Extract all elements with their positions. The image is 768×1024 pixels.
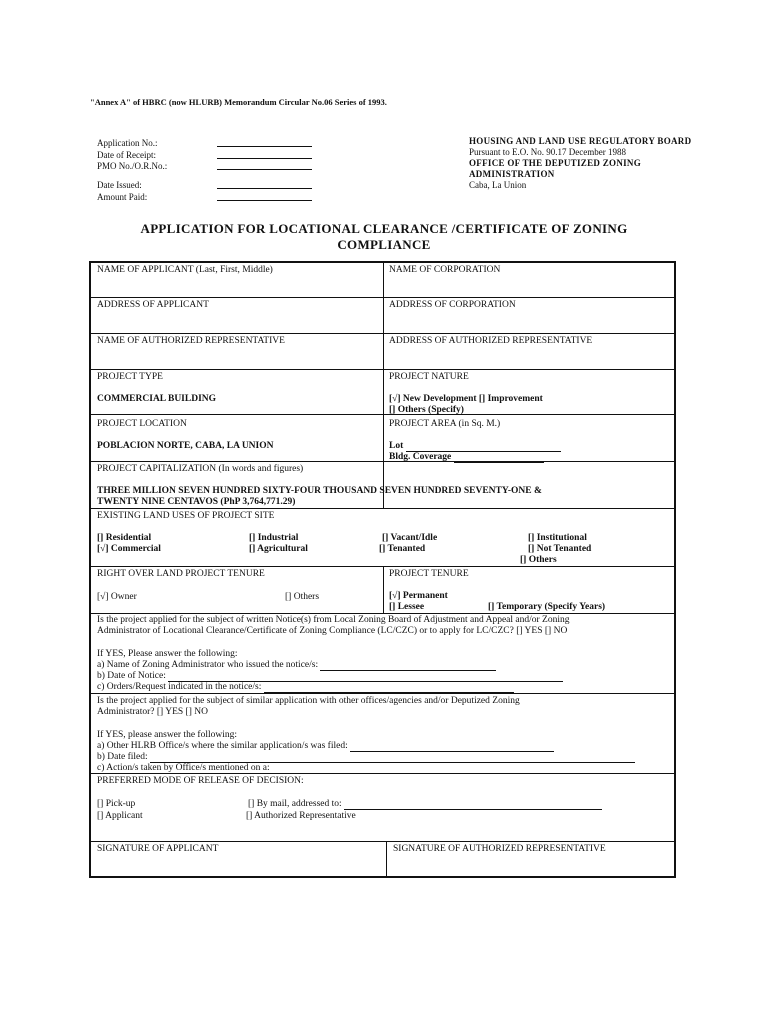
row-divider bbox=[91, 693, 674, 694]
q2-c-line bbox=[272, 773, 564, 774]
project-tenure-label: PROJECT TENURE bbox=[389, 569, 469, 579]
address-of-corporation-field[interactable]: ADDRESS OF CORPORATION bbox=[389, 300, 516, 310]
q1-a[interactable] bbox=[97, 660, 496, 671]
pmo-or-no-field[interactable] bbox=[217, 169, 312, 170]
project-type-value[interactable]: COMMERCIAL BUILDING bbox=[97, 394, 217, 404]
amount-paid-field[interactable] bbox=[217, 200, 312, 201]
q2-question-2[interactable]: Administrator? [] YES [] NO bbox=[97, 707, 208, 717]
date-of-receipt-row bbox=[97, 150, 317, 160]
agency-office-2: ADMINISTRATION bbox=[469, 169, 555, 179]
application-no-row bbox=[97, 138, 317, 148]
lot-label: Lot bbox=[389, 441, 404, 451]
lu-industrial[interactable]: [] Industrial bbox=[249, 533, 299, 543]
q2-ifyes: If YES, please answer the following: bbox=[97, 730, 237, 740]
q2-c[interactable] bbox=[97, 763, 564, 774]
meta-label: Date of Receipt: bbox=[97, 150, 156, 160]
name-of-rep-field[interactable]: NAME OF AUTHORIZED REPRESENTATIVE bbox=[97, 336, 285, 346]
row-divider bbox=[91, 508, 674, 509]
agency-office-1: OFFICE OF THE DEPUTIZED ZONING bbox=[469, 158, 642, 168]
application-form bbox=[89, 261, 676, 878]
q1-a-label: a) Name of Zoning Administrator who issued the notice/s: bbox=[97, 660, 319, 670]
application-no-field[interactable] bbox=[217, 146, 312, 147]
project-area-bldg[interactable] bbox=[389, 452, 544, 463]
q1-c[interactable] bbox=[97, 682, 514, 693]
lu-commercial[interactable]: [√] Commercial bbox=[97, 544, 161, 554]
meta-label: Amount Paid: bbox=[97, 192, 148, 202]
q1-b-label: b) Date of Notice: bbox=[97, 671, 166, 681]
row-divider bbox=[91, 613, 674, 614]
form-title-line-1: APPLICATION FOR LOCATIONAL CLEARANCE /CERTIFICATE OF ZONING bbox=[140, 221, 628, 236]
date-of-receipt-field[interactable] bbox=[217, 158, 312, 159]
q2-question-1: Is the project applied for the subject of similar application with other offices/agencies and/or Deputized Zoning bbox=[97, 696, 520, 706]
pt-lessee[interactable]: [] Lessee bbox=[389, 602, 425, 612]
rel-pickup[interactable]: [] Pick-up bbox=[97, 799, 136, 809]
amount-paid-row bbox=[97, 192, 317, 202]
row-divider bbox=[91, 841, 674, 842]
land-uses-label: EXISTING LAND USES OF PROJECT SITE bbox=[97, 511, 275, 521]
meta-label: PMO No./O.R.No.: bbox=[97, 161, 168, 171]
name-of-corporation-field[interactable]: NAME OF CORPORATION bbox=[389, 265, 501, 275]
project-location-label: PROJECT LOCATION bbox=[97, 419, 187, 429]
project-area-label: PROJECT AREA (in Sq. M.) bbox=[389, 419, 501, 429]
address-of-rep-field[interactable]: ADDRESS OF AUTHORIZED REPRESENTATIVE bbox=[389, 336, 593, 346]
rel-mail[interactable] bbox=[248, 799, 602, 810]
signature-applicant-field[interactable]: SIGNATURE OF APPLICANT bbox=[97, 844, 219, 854]
meta-label: Application No.: bbox=[97, 138, 158, 148]
form-title-line-2: COMPLIANCE bbox=[337, 237, 431, 252]
column-divider bbox=[383, 263, 384, 508]
q2-a[interactable] bbox=[97, 741, 554, 752]
column-divider bbox=[386, 841, 387, 878]
q1-question-1: Is the project applied for the subject of written Notice(s) from Local Zoning Board of Adjustment and Appeal and/or Zoning bbox=[97, 615, 570, 625]
agency-pursuant: Pursuant to E.O. No. 90.17 December 1988 bbox=[469, 147, 626, 157]
project-type-label: PROJECT TYPE bbox=[97, 372, 163, 382]
date-issued-row bbox=[97, 180, 317, 190]
meta-label: Date Issued: bbox=[97, 180, 142, 190]
pt-temporary[interactable]: [] Temporary (Specify Years) bbox=[488, 602, 606, 612]
lu-institutional[interactable]: [] Institutional bbox=[528, 533, 587, 543]
q2-a-label: a) Other HLRB Office/s where the similar application/s was filed: bbox=[97, 741, 348, 751]
rel-mail-line bbox=[344, 809, 602, 810]
lu-residential[interactable]: [] Residential bbox=[97, 533, 152, 543]
rel-mail-label: [] By mail, addressed to: bbox=[248, 799, 342, 809]
project-nature-options[interactable]: [√] New Development [] Improvement bbox=[389, 394, 543, 404]
annex-reference: "Annex A" of HBRC (now HLURB) Memorandum Circular No.06 Series of 1993. bbox=[90, 97, 387, 107]
lu-others[interactable]: [] Others bbox=[520, 555, 557, 565]
q2-c-label: c) Action/s taken by Office/s mentioned on a: bbox=[97, 763, 270, 773]
q1-c-label: c) Orders/Request indicated in the notice/s: bbox=[97, 682, 262, 692]
column-divider bbox=[383, 566, 384, 613]
right-over-land-label: RIGHT OVER LAND PROJECT TENURE bbox=[97, 569, 265, 579]
rel-applicant[interactable]: [] Applicant bbox=[97, 811, 143, 821]
project-location-value[interactable]: POBLACION NORTE, CABA, LA UNION bbox=[97, 441, 274, 451]
agency-block bbox=[469, 136, 719, 191]
signature-rep-field[interactable]: SIGNATURE OF AUTHORIZED REPRESENTATIVE bbox=[393, 844, 606, 854]
agency-board: HOUSING AND LAND USE REGULATORY BOARD bbox=[469, 136, 692, 146]
capitalization-value-1[interactable]: THREE MILLION SEVEN HUNDRED SIXTY-FOUR THOUSAND SEVEN HUNDRED SEVENTY-ONE & bbox=[97, 486, 542, 496]
project-nature-label: PROJECT NATURE bbox=[389, 372, 469, 382]
agency-location: Caba, La Union bbox=[469, 180, 527, 190]
q1-b[interactable] bbox=[97, 671, 563, 682]
q1-c-line bbox=[264, 692, 514, 693]
q1-question-2[interactable]: Administrator of Locational Clearance/Certificate of Zoning Compliance (LC/CZC) or to apply for LC/CZC? [] YES [] NO bbox=[97, 626, 568, 636]
form-title bbox=[90, 221, 678, 253]
project-area-lot[interactable] bbox=[389, 441, 561, 452]
pmo-or-no-row bbox=[97, 161, 317, 171]
lu-vacant[interactable]: [] Vacant/Idle bbox=[382, 533, 438, 543]
project-nature-others[interactable]: [] Others (Specify) bbox=[389, 405, 464, 415]
capitalization-value-2[interactable]: TWENTY NINE CENTAVOS (PhP 3,764,771.29) bbox=[97, 497, 296, 507]
bldg-label: Bldg. Coverage bbox=[389, 452, 452, 462]
lu-not-tenanted[interactable]: [] Not Tenanted bbox=[528, 544, 592, 554]
bldg-line bbox=[454, 462, 544, 463]
pt-permanent[interactable]: [√] Permanent bbox=[389, 591, 448, 601]
rol-owner[interactable]: [√] Owner bbox=[97, 592, 137, 602]
release-label: PREFERRED MODE OF RELEASE OF DECISION: bbox=[97, 776, 304, 786]
capitalization-label: PROJECT CAPITALIZATION (In words and figures) bbox=[97, 464, 304, 474]
lu-agricultural[interactable]: [] Agricultural bbox=[249, 544, 308, 554]
rol-others[interactable]: [] Others bbox=[285, 592, 320, 602]
q2-b[interactable] bbox=[97, 752, 635, 763]
q2-b-label: b) Date filed: bbox=[97, 752, 148, 762]
date-issued-field[interactable] bbox=[217, 188, 312, 189]
rel-rep[interactable]: [] Authorized Representative bbox=[246, 811, 356, 821]
name-of-applicant-field[interactable]: NAME OF APPLICANT (Last, First, Middle) bbox=[97, 265, 273, 275]
q1-ifyes: If YES, Please answer the following: bbox=[97, 649, 238, 659]
lu-tenanted[interactable]: [] Tenanted bbox=[379, 544, 426, 554]
address-of-applicant-field[interactable]: ADDRESS OF APPLICANT bbox=[97, 300, 209, 310]
